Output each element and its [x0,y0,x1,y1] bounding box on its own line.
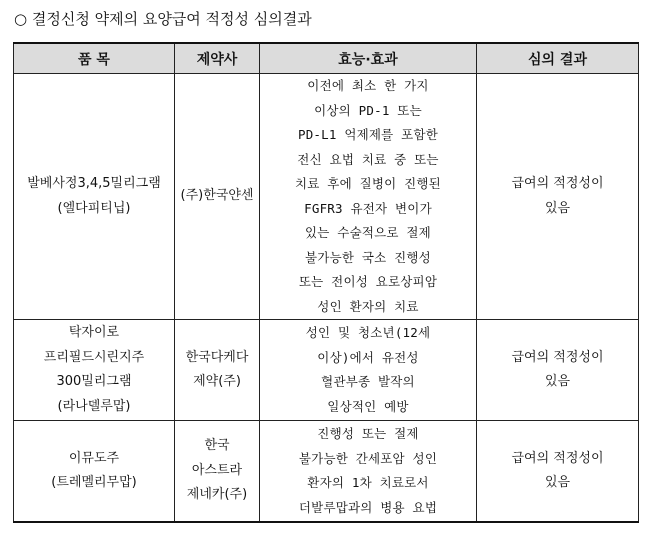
product-cell-line: 300밀리그램 [56,374,132,389]
product-cell [14,74,175,320]
company-cell-line: 한국 [204,438,230,454]
effect-cell-line: 일상적인 예방 [327,398,409,414]
effect-cell-lines [262,321,474,419]
effect-cell [260,74,477,320]
effect-cell-line: 더발루맙과의 병용 요법 [298,499,438,515]
company-cell-line: 한국다케다 [185,349,249,365]
result-cell-lines [479,172,636,221]
effect-cell-line: 또는 전이성 요로상피암 [298,274,438,289]
company-cell-line: 아스트라 [191,462,243,478]
company-cell [175,320,260,421]
product-cell-line: 프리필드시린지주 [43,349,145,365]
effect-cell-line: PD-L1 억제제를 포함한 [297,127,438,142]
effect-cell-line: 성인 환자의 치료 [317,298,419,314]
company-cell [175,74,260,320]
page-title: ○ 결정신청 약제의 요양급여 적정성 심의결과 [14,10,312,28]
result-cell [477,320,639,421]
effect-cell-line: 불가능한 간세포암 성인 [298,450,438,466]
result-cell-lines [479,346,636,395]
result-cell-line: 있음 [544,374,571,389]
header-result: 심의 결과 [477,43,639,74]
company-cell-lines [177,184,257,209]
product-cell-line: (라나델루맙) [57,398,131,414]
effect-cell-line: 전신 요법 치료 중 또는 [297,151,439,167]
effect-cell [260,421,477,523]
product-cell-line: 발베사정3,4,5밀리그램 [27,176,161,191]
company-cell-lines [177,346,257,395]
effect-cell-lines [262,422,474,520]
effect-cell-lines [262,74,474,319]
table-row [14,421,639,523]
product-cell-lines [16,321,172,419]
header-effect: 효능·효과 [260,43,477,74]
effect-cell-line: 혈관부종 발작의 [321,374,415,389]
header-company: 제약사 [175,43,260,74]
table-row [14,74,639,320]
company-cell-line: 제약(주) [193,374,241,389]
result-cell-line: 있음 [544,475,571,490]
table-header-row [14,43,639,74]
effect-cell-line: 환자의 1차 치료로서 [307,475,429,490]
effect-cell-line: 이상)에서 유전성 [317,349,419,365]
product-cell-lines [16,447,172,496]
product-cell [14,320,175,421]
result-cell-line: 있음 [544,200,571,216]
effect-cell-line: 진행성 또는 절제 [317,426,419,441]
result-cell [477,74,639,320]
result-cell-lines [479,447,636,496]
company-cell [175,421,260,523]
table-body [14,74,639,523]
effect-cell-line: 있는 수술적으로 절제 [305,225,431,240]
company-cell-lines [177,434,257,508]
product-cell-lines [16,172,172,221]
result-cell-line: 급여의 적정성이 [511,349,604,365]
result-cell [477,421,639,523]
company-cell-line: (주)한국얀센 [180,188,254,204]
effect-cell-line: 성인 및 청소년(12세 [305,325,431,340]
review-result-table [13,42,639,523]
effect-cell-line: 이전에 최소 한 가지 [307,78,429,93]
product-cell [14,421,175,523]
effect-cell-line: FGFR3 유전자 변이가 [304,200,432,216]
product-cell-line: (엘다피티닙) [57,200,131,216]
table-row [14,320,639,421]
product-cell-line: 탁자이로 [68,325,120,340]
effect-cell-line: 불가능한 국소 진행성 [305,249,431,265]
product-cell-line: 이뮤도주 [68,450,120,466]
result-cell-line: 급여의 적정성이 [511,450,604,466]
effect-cell-line: 치료 후에 질병이 진행된 [295,176,441,191]
result-cell-line: 급여의 적정성이 [511,176,604,191]
company-cell-line: 제네카(주) [186,487,248,503]
effect-cell [260,320,477,421]
header-product: 품 목 [14,43,175,74]
product-cell-line: (트레멜리무맙) [51,475,137,490]
effect-cell-line: 이상의 PD-1 또는 [314,102,422,118]
